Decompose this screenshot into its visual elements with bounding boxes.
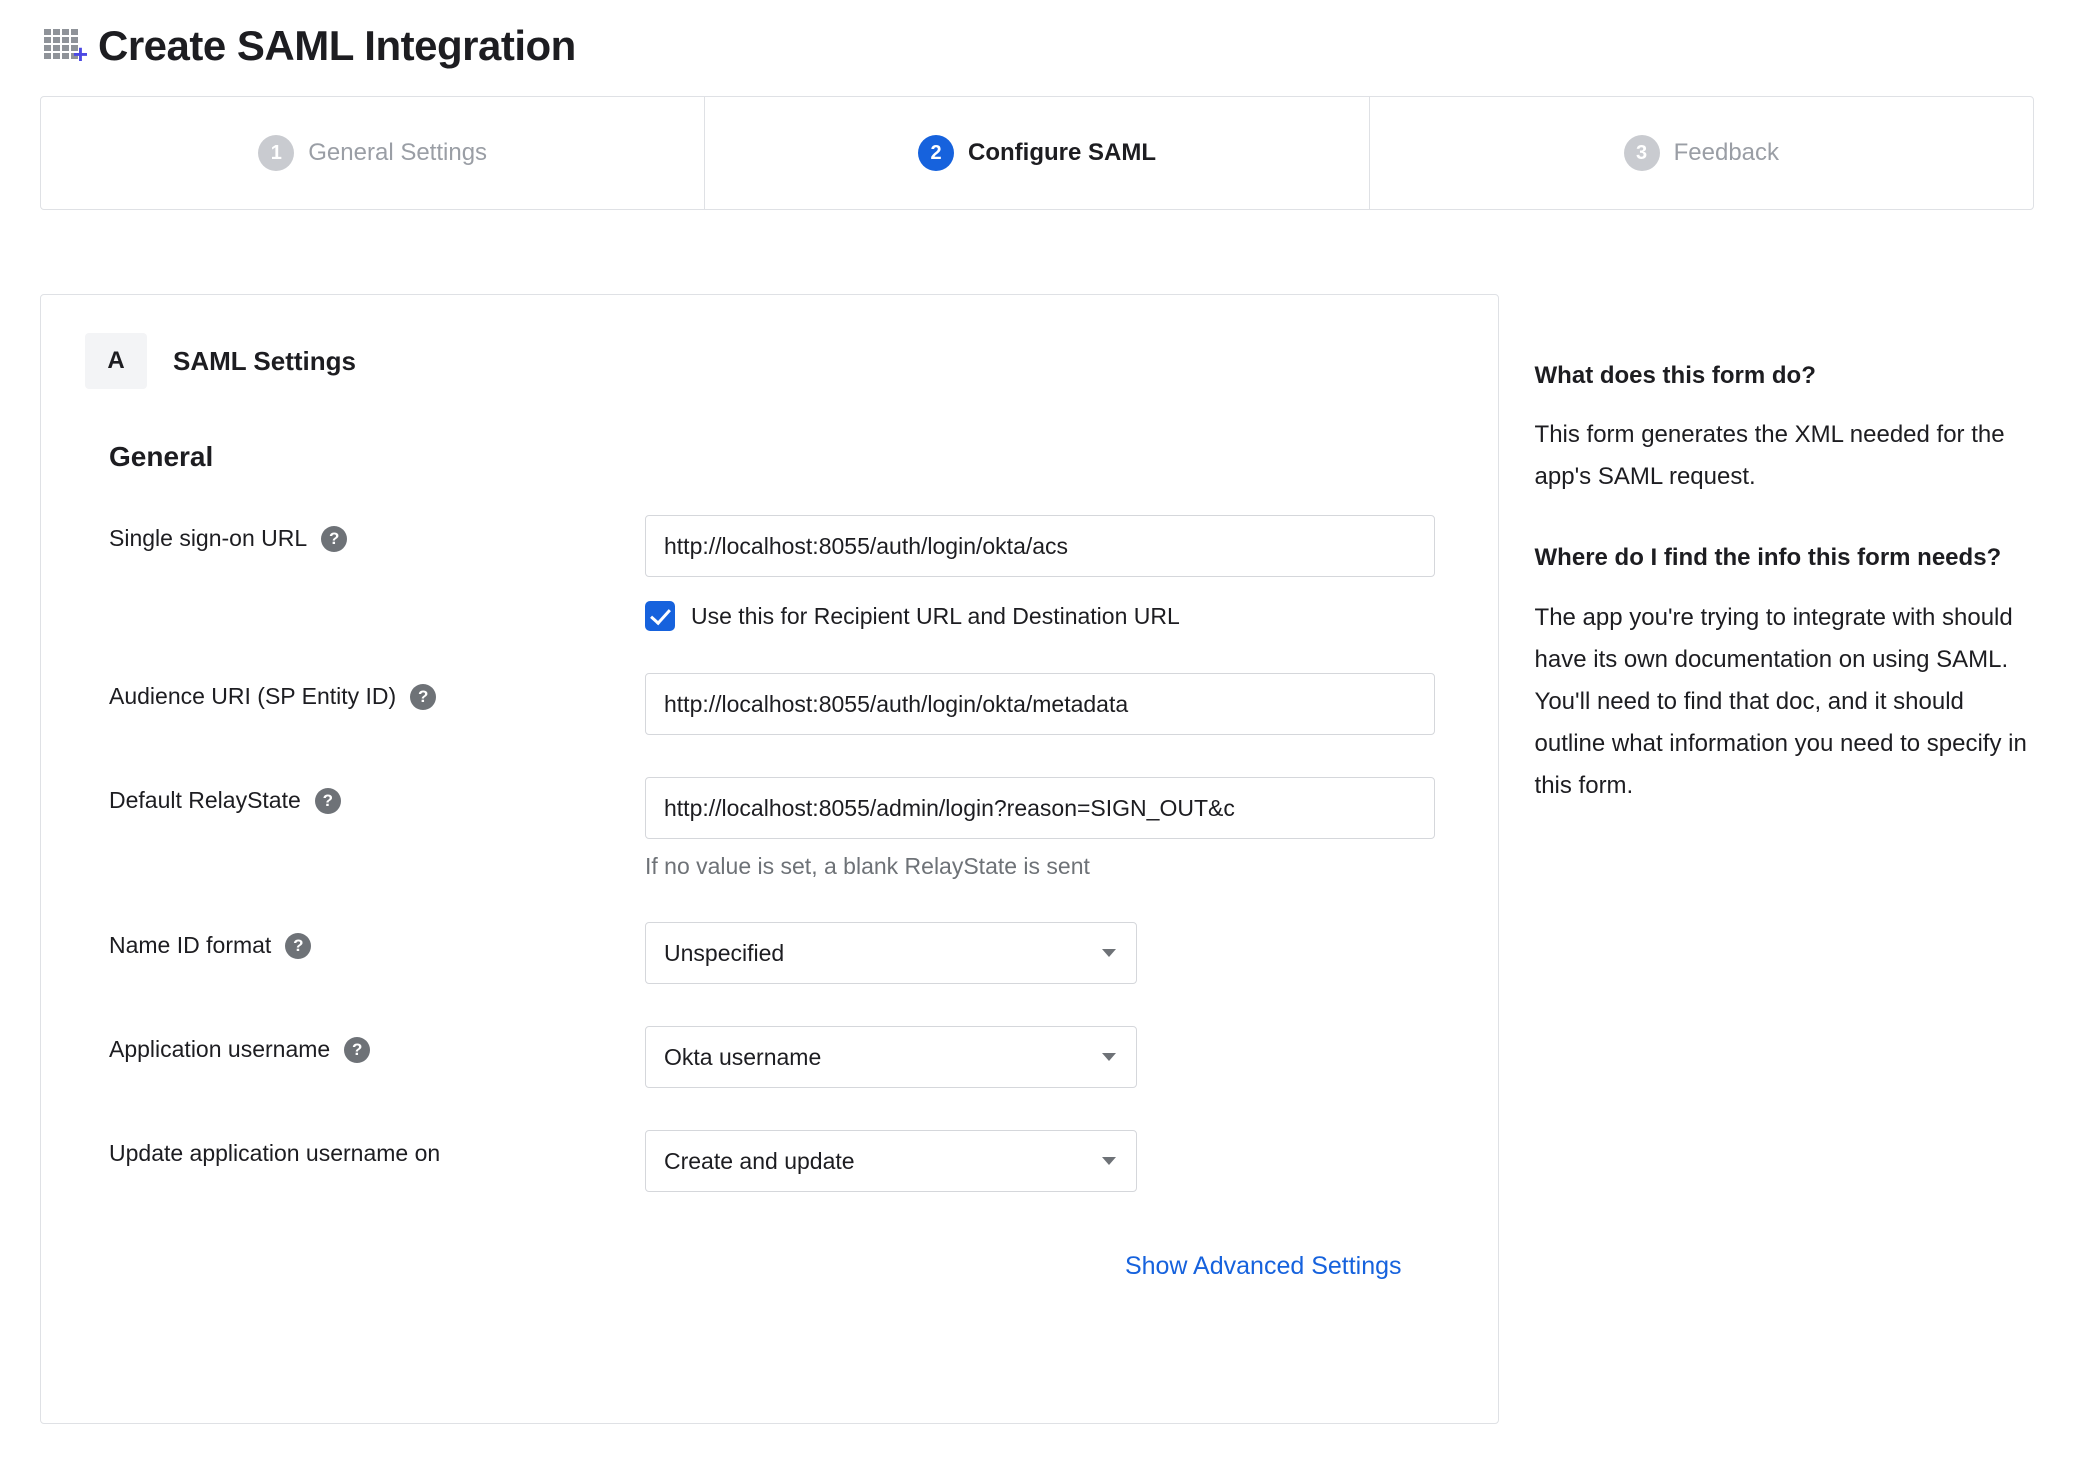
help-question-2: Where do I find the info this form needs? (1534, 544, 2002, 572)
card-title: SAML Settings (173, 345, 356, 376)
field-label (85, 515, 645, 552)
checkbox-label: Use this for Recipient URL and Destination URL (691, 602, 1180, 629)
field-label-text: Default RelayState (109, 787, 301, 813)
help-answer-1: This form generates the XML needed for the app's SAML request. (1534, 421, 2005, 491)
field-label (85, 922, 645, 959)
help-icon[interactable]: ? (321, 526, 347, 552)
help-icon[interactable]: ? (410, 684, 436, 710)
help-question-1: What does this form do? (1534, 362, 1816, 389)
field-default-relay-state (85, 777, 1454, 880)
help-icon[interactable]: ? (315, 788, 341, 814)
chevron-down-icon (1102, 949, 1116, 957)
help-answer-2: The app you're trying to integrate with should have its own documentation on using SAML. You'll need to find that doc, and it should outline what information you need to specify in this form. (1534, 603, 2027, 799)
field-label-text: Name ID format (109, 932, 272, 958)
relay-state-hint: If no value is set, a blank RelayState is sent (645, 853, 1090, 879)
wizard-stepper (40, 96, 2034, 210)
content-area (40, 294, 2034, 1424)
step-configure-saml[interactable] (705, 97, 1369, 209)
saml-settings-card (40, 294, 1499, 1424)
section-badge-a: A (85, 333, 147, 389)
checkbox-checked-icon[interactable] (645, 601, 675, 631)
general-section-title: General (109, 441, 214, 472)
step-number: 2 (918, 135, 954, 171)
step-general-settings[interactable] (41, 97, 705, 209)
chevron-down-icon (1102, 1053, 1116, 1061)
name-id-format-value: Unspecified (664, 939, 785, 966)
default-relay-state-input[interactable] (645, 777, 1435, 839)
name-id-format-select[interactable] (645, 922, 1137, 984)
help-icon[interactable]: ? (344, 1037, 370, 1063)
app-grid-plus-icon: + (42, 23, 88, 69)
advanced-settings-row (85, 1252, 1454, 1281)
field-name-id-format (85, 922, 1454, 984)
field-label (85, 673, 645, 710)
application-username-value: Okta username (664, 1043, 822, 1070)
step-label: Configure SAML (968, 139, 1156, 166)
update-application-username-on-select[interactable] (645, 1130, 1137, 1192)
field-label (85, 1130, 645, 1167)
field-label-text: Update application username on (109, 1140, 441, 1166)
field-application-username (85, 1026, 1454, 1088)
field-label-text: Application username (109, 1036, 331, 1062)
application-username-select[interactable] (645, 1026, 1137, 1088)
help-icon[interactable]: ? (285, 933, 311, 959)
field-label-text: Audience URI (SP Entity ID) (109, 683, 397, 709)
step-feedback[interactable] (1370, 97, 2033, 209)
page-header (40, 0, 2034, 70)
field-label (85, 1026, 645, 1063)
step-label: Feedback (1673, 139, 1780, 166)
step-number: 1 (258, 135, 294, 171)
field-label (85, 777, 645, 814)
field-single-sign-on-url (85, 515, 1454, 631)
card-header (85, 333, 1454, 389)
step-label: General Settings (308, 139, 488, 166)
field-audience-uri (85, 673, 1454, 735)
help-panel (1535, 294, 2034, 807)
field-update-application-username-on (85, 1130, 1454, 1192)
chevron-down-icon (1102, 1157, 1116, 1165)
page-title: Create SAML Integration (98, 22, 576, 69)
step-number: 3 (1624, 135, 1660, 171)
update-application-username-on-value: Create and update (664, 1147, 855, 1174)
audience-uri-input[interactable] (645, 673, 1435, 735)
show-advanced-settings-link[interactable]: Show Advanced Settings (1124, 1252, 1402, 1280)
single-sign-on-url-input[interactable] (645, 515, 1435, 577)
field-label-text: Single sign-on URL (109, 525, 308, 551)
recipient-destination-checkbox-row[interactable] (645, 601, 1454, 631)
